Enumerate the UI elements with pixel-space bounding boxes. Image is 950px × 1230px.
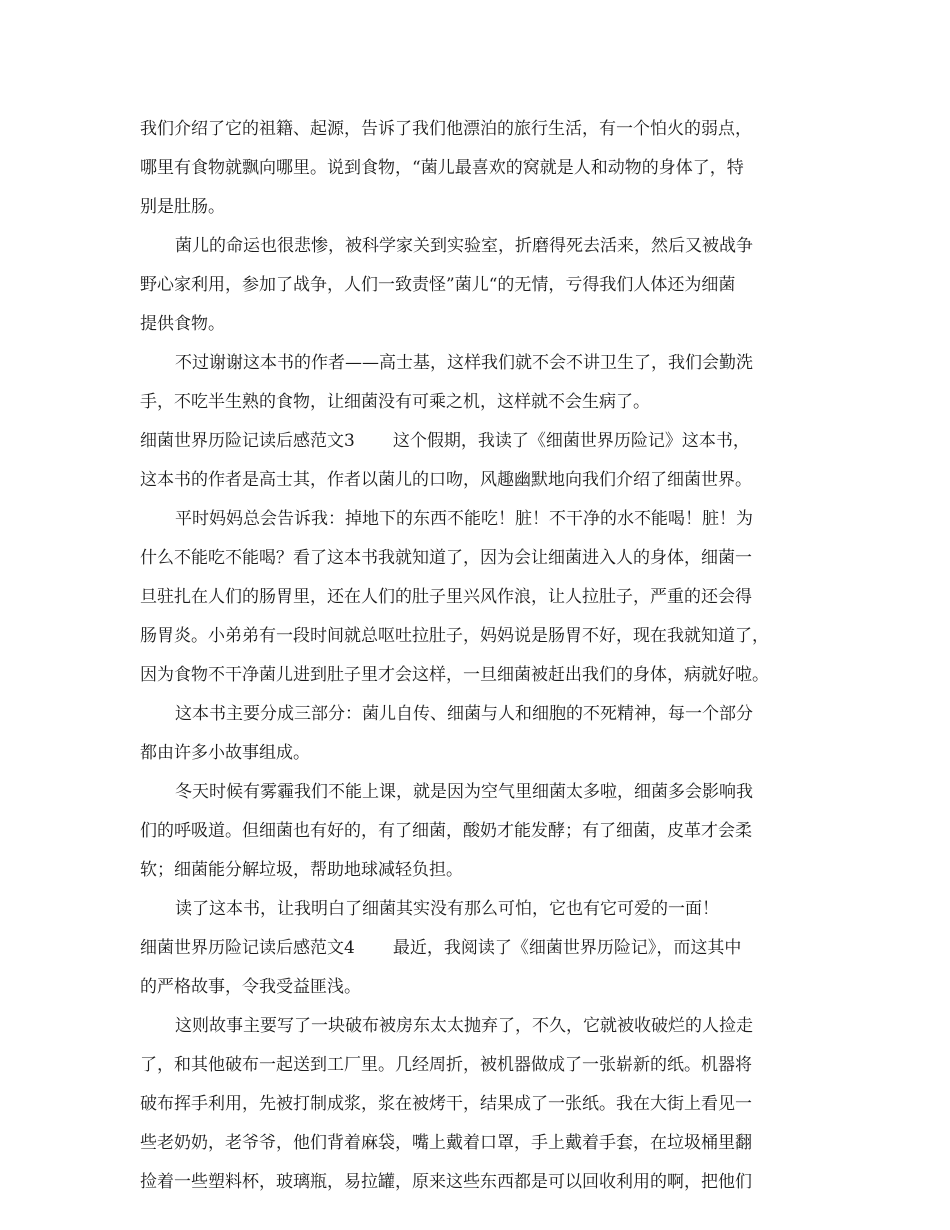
paragraph-line: 什么不能吃不能喝？看了这本书我就知道了，因为会让细菌进入人的身体，细菌一 xyxy=(140,548,752,568)
paragraph-line: 这本书主要分成三部分：菌儿自传、细菌与人和细胞的不死精神，每一个部分 xyxy=(175,704,753,724)
paragraph-line: 提供食物。 xyxy=(140,314,225,334)
paragraph-line: 不过谢谢这本书的作者——高士基，这样我们就不会不讲卫生了，我们会勤洗 xyxy=(175,353,753,373)
paragraph-line: 都由许多小故事组成。 xyxy=(140,743,310,763)
paragraph-line: 的严格故事，令我受益匪浅。 xyxy=(140,977,361,997)
paragraph-line: 这则故事主要写了一块破布被房东太太抛弃了，不久，它就被收破烂的人捡走 xyxy=(175,1016,753,1036)
section-heading-line xyxy=(140,431,750,451)
paragraph-line: 肠胃炎。小弟弟有一段时间就总呕吐拉肚子，妈妈说是肠胃不好，现在我就知道了， xyxy=(140,626,769,646)
paragraph-text: 最近，我阅读了《细菌世界历险记》，而这其中 xyxy=(392,938,742,958)
paragraph-line: 我们介绍了它的祖籍、起源，告诉了我们他漂泊的旅行生活，有一个怕火的弱点， xyxy=(140,119,752,139)
section-heading: 细菌世界历险记读后感范文3 xyxy=(140,431,355,451)
paragraph-line: 别是肚肠。 xyxy=(140,197,225,217)
paragraph-line: 们的呼吸道。但细菌也有好的，有了细菌，酸奶才能发酵；有了细菌，皮革才会柔 xyxy=(140,821,752,841)
paragraph-line: 了，和其他破布一起送到工厂里。几经周折，被机器做成了一张崭新的纸。机器将 xyxy=(140,1055,752,1075)
paragraph-line: 读了这本书，让我明白了细菌其实没有那么可怕，它也有它可爱的一面！ xyxy=(175,899,719,919)
paragraph-line: 些老奶奶，老爷爷，他们背着麻袋，嘴上戴着口罩，手上戴着手套，在垃圾桶里翻 xyxy=(140,1133,752,1153)
paragraph-line: 野心家利用，参加了战争，人们一致责怪”菌儿“的无情，亏得我们人体还为细菌 xyxy=(140,275,736,295)
paragraph-line: 菌儿的命运也很悲惨，被科学家关到实验室，折磨得死去活来，然后又被战争 xyxy=(175,236,753,256)
paragraph-text: 这个假期，我读了《细菌世界历险记》这本书， xyxy=(392,431,750,451)
paragraph-line: 因为食物不干净菌儿进到肚子里才会这样，一旦细菌被赶出我们的身体，病就好啦。 xyxy=(140,665,769,685)
paragraph-line: 冬天时候有雾霾我们不能上课，就是因为空气里细菌太多啦，细菌多会影响我 xyxy=(175,782,753,802)
paragraph-line: 捡着一些塑料杯，玻璃瓶，易拉罐，原来这些东西都是可以回收利用的啊，把他们 xyxy=(140,1172,752,1192)
paragraph-line: 软；细菌能分解垃圾，帮助地球减轻负担。 xyxy=(140,860,463,880)
paragraph-line: 平时妈妈总会告诉我：掉地下的东西不能吃！脏！不干净的水不能喝！脏！为 xyxy=(175,509,753,529)
section-heading: 细菌世界历险记读后感范文4 xyxy=(140,938,355,958)
paragraph-line: 这本书的作者是高士其，作者以菌儿的口吻，风趣幽默地向我们介绍了细菌世界。 xyxy=(140,470,752,490)
section-heading-line xyxy=(140,938,741,958)
paragraph-line: 旦驻扎在人们的肠胃里，还在人们的肚子里兴风作浪，让人拉肚子，严重的还会得 xyxy=(140,587,752,607)
paragraph-line: 手，不吃半生熟的食物，让细菌没有可乘之机，这样就不会生病了。 xyxy=(140,392,650,412)
paragraph-line: 破布挥手利用，先被打制成浆，浆在被烤干，结果成了一张纸。我在大街上看见一 xyxy=(140,1094,752,1114)
paragraph-line: 哪里有食物就飘向哪里。说到食物，“菌儿最喜欢的窝就是人和动物的身体了，特 xyxy=(140,158,744,178)
